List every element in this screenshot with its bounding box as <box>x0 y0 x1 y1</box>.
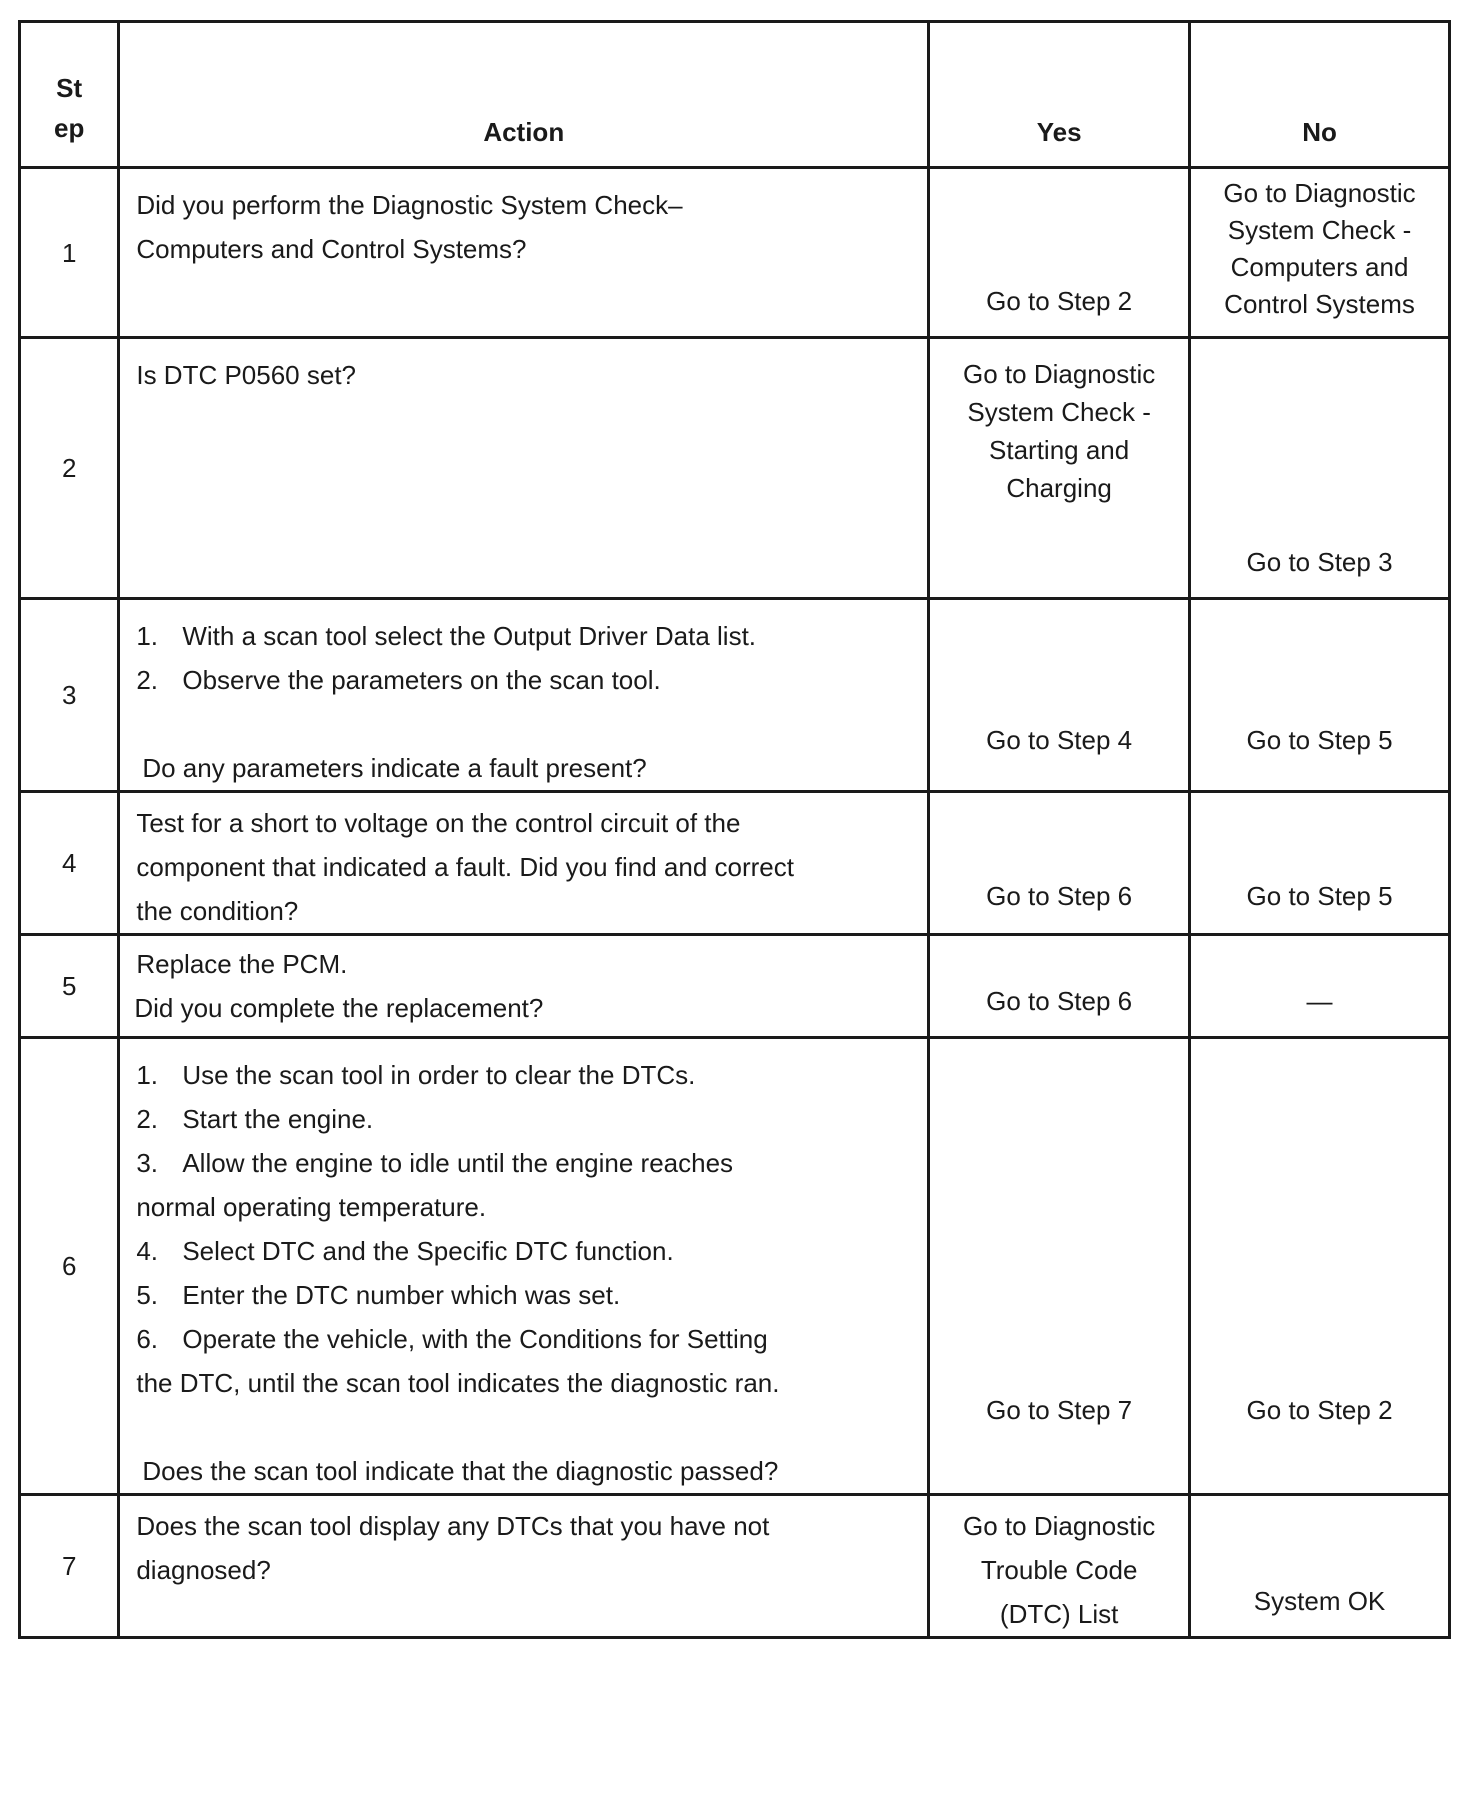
list-item <box>136 1053 927 1097</box>
list-text: Use the scan tool in order to clear the DTCs. <box>182 1060 696 1090</box>
no-result: Go to Step 5 <box>1246 725 1393 755</box>
step-number: 2 <box>20 338 119 599</box>
header-step-line1: St <box>56 73 83 103</box>
action-cell <box>119 1495 929 1638</box>
no-result: — <box>1306 986 1333 1016</box>
yes-cell <box>929 599 1190 792</box>
yes-result-line: Go to Diagnostic <box>963 1511 1156 1541</box>
no-cell <box>1190 1038 1450 1495</box>
list-text: Observe the parameters on the scan tool. <box>182 665 661 695</box>
list-item <box>136 1229 927 1273</box>
list-number: 3. <box>136 1148 159 1178</box>
no-result-line: Go to Diagnostic <box>1223 178 1416 208</box>
list-number: 5. <box>136 1280 159 1310</box>
list-text: Operate the vehicle, with the Conditions for Setting <box>182 1324 768 1354</box>
header-step <box>20 22 119 168</box>
yes-cell <box>929 338 1190 599</box>
yes-result-line: (DTC) List <box>999 1599 1119 1629</box>
yes-result: Go to Step 4 <box>986 725 1133 755</box>
no-result: System OK <box>1253 1586 1386 1616</box>
step-number: 7 <box>20 1495 119 1638</box>
table-row <box>20 792 1450 935</box>
header-no: No <box>1190 22 1450 168</box>
yes-cell <box>929 792 1190 935</box>
list-text: Select DTC and the Specific DTC function. <box>182 1236 674 1266</box>
action-cell <box>119 168 929 338</box>
action-line: Computers and Control Systems? <box>136 234 527 264</box>
action-line: Did you perform the Diagnostic System Check– <box>136 190 683 220</box>
no-cell <box>1190 168 1450 338</box>
list-number: 4. <box>136 1236 159 1266</box>
step-number: 3 <box>20 599 119 792</box>
list-number: 1. <box>136 621 159 651</box>
no-cell <box>1190 338 1450 599</box>
list-number: 6. <box>136 1324 159 1354</box>
step-number: 6 <box>20 1038 119 1495</box>
table-row <box>20 168 1450 338</box>
list-text: Enter the DTC number which was set. <box>182 1280 621 1310</box>
yes-result: Go to Step 7 <box>986 1395 1133 1425</box>
yes-result-line: Charging <box>1006 473 1112 503</box>
no-cell <box>1190 599 1450 792</box>
question: Does the scan tool indicate that the diagnostic passed? <box>142 1456 779 1486</box>
yes-result: Go to Step 2 <box>986 286 1133 316</box>
action-cell <box>119 935 929 1038</box>
yes-cell <box>929 1495 1190 1638</box>
list-number: 2. <box>136 1104 159 1134</box>
no-result-line: Control Systems <box>1224 289 1415 319</box>
no-cell <box>1190 1495 1450 1638</box>
diagnostic-table <box>18 20 1451 1639</box>
table-row <box>20 1038 1450 1495</box>
list-number: 1. <box>136 1060 159 1090</box>
table-row <box>20 338 1450 599</box>
no-result: Go to Step 3 <box>1246 547 1393 577</box>
list-item <box>136 1141 927 1185</box>
table-row <box>20 1495 1450 1638</box>
action-line: Is DTC P0560 set? <box>136 360 356 390</box>
yes-cell <box>929 168 1190 338</box>
list-item <box>136 1097 927 1141</box>
action-line: the condition? <box>136 896 299 926</box>
yes-result-line: Go to Diagnostic <box>963 359 1156 389</box>
action-line: component that indicated a fault. Did you find and correct <box>136 852 794 882</box>
action-cell <box>119 599 929 792</box>
step-number: 5 <box>20 935 119 1038</box>
yes-cell <box>929 1038 1190 1495</box>
action-line: diagnosed? <box>136 1555 271 1585</box>
list-item <box>136 658 927 702</box>
no-cell <box>1190 792 1450 935</box>
table-row <box>20 935 1450 1038</box>
header-step-line2: ep <box>54 113 85 143</box>
yes-result-line: Starting and <box>989 435 1130 465</box>
list-text: Allow the engine to idle until the engine reaches <box>182 1148 734 1178</box>
action-cell <box>119 792 929 935</box>
question: Do any parameters indicate a fault present? <box>142 753 647 783</box>
no-result: Go to Step 2 <box>1246 1395 1393 1425</box>
list-continuation: normal operating temperature. <box>136 1192 487 1222</box>
table-row <box>20 599 1450 792</box>
list-continuation: the DTC, until the scan tool indicates the diagnostic ran. <box>136 1368 780 1398</box>
yes-result: Go to Step 6 <box>986 881 1133 911</box>
list-number: 2. <box>136 665 159 695</box>
header-row <box>20 22 1450 168</box>
action-line: Test for a short to voltage on the control circuit of the <box>136 808 741 838</box>
no-result-line: Computers and <box>1230 252 1409 282</box>
action-cell <box>119 1038 929 1495</box>
action-line: Did you complete the replacement? <box>134 993 544 1023</box>
list-item <box>136 1273 927 1317</box>
yes-result: Go to Step 6 <box>986 986 1133 1016</box>
header-yes: Yes <box>929 22 1190 168</box>
no-cell <box>1190 935 1450 1038</box>
list-text: Start the engine. <box>182 1104 374 1134</box>
yes-cell <box>929 935 1190 1038</box>
list-item <box>136 614 927 658</box>
yes-result-line: Trouble Code <box>980 1555 1138 1585</box>
step-number: 4 <box>20 792 119 935</box>
no-result-line: System Check - <box>1227 215 1412 245</box>
action-line: Replace the PCM. <box>136 949 348 979</box>
step-number: 1 <box>20 168 119 338</box>
action-line: Does the scan tool display any DTCs that you have not <box>136 1511 770 1541</box>
yes-result-line: System Check - <box>967 397 1151 427</box>
header-action: Action <box>119 22 929 168</box>
list-item <box>136 1317 927 1361</box>
list-text: With a scan tool select the Output Driver Data list. <box>182 621 757 651</box>
no-result: Go to Step 5 <box>1246 881 1393 911</box>
action-cell <box>119 338 929 599</box>
